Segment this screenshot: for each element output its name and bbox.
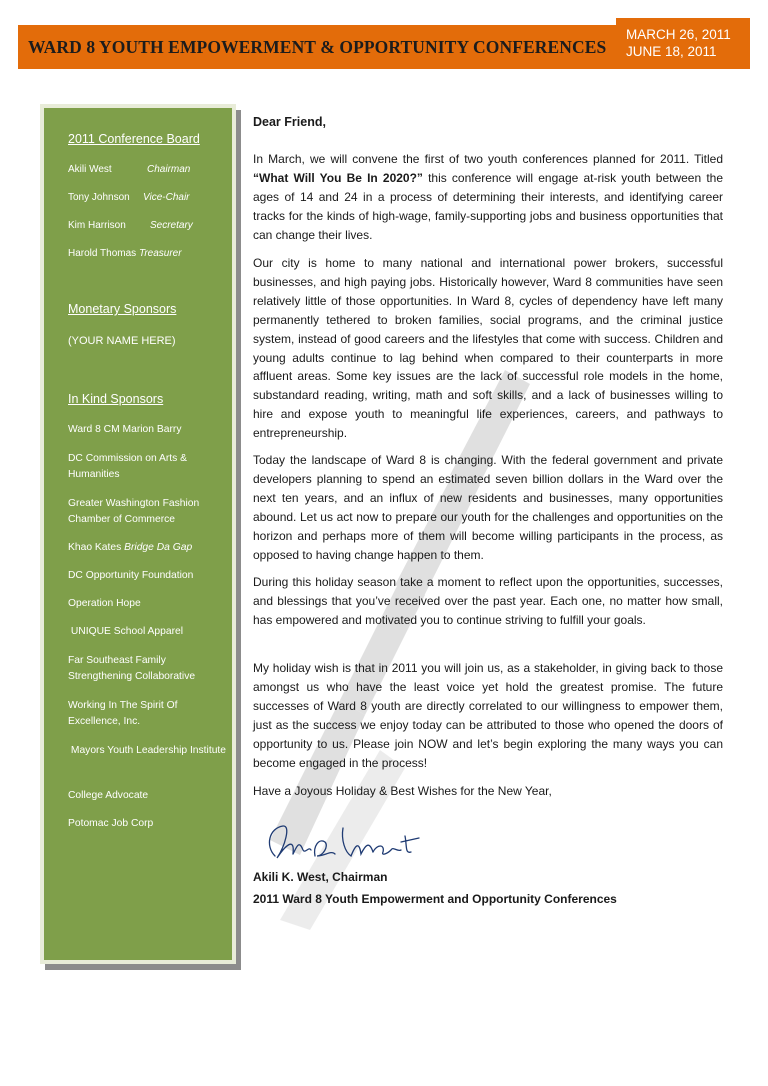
- board-member-name: Harold Thomas: [68, 248, 137, 259]
- inkind-heading: In Kind Sponsors: [68, 392, 164, 406]
- monetary-placeholder: (YOUR NAME HERE): [68, 335, 176, 347]
- board-member-name: Kim Harrison: [68, 220, 126, 231]
- paragraph-5: My holiday wish is that in 2011 you will join us, as a stakeholder, in giving back to those amongst us who have the least voice yet hold the greatest promise. The future successes of Ward 8 youth are directly correlated to our willingness to empower them, just as the success we enjoy today can be attributed to those who opened the doors of opportunity to us. Please join NOW and let’s begin exploring the many ways you can become engaged in the process!: [253, 661, 723, 770]
- board-member-role: Secretary: [150, 220, 193, 231]
- sponsor-item: Operation Hope: [68, 598, 141, 609]
- date-2: JUNE 18, 2011: [626, 44, 717, 59]
- sponsor-item: Far Southeast Family Strengthening Collaborative: [68, 655, 196, 682]
- board-member-role: Vice-Chair: [143, 192, 190, 203]
- sponsor-program: Bridge Da Gap: [124, 542, 193, 553]
- greeting: Dear Friend,: [253, 115, 326, 129]
- paragraph-1: [253, 150, 723, 245]
- board-heading: 2011 Conference Board: [68, 132, 200, 146]
- sponsor-item: Working In The Spirit Of Excellence, Inc.: [68, 700, 178, 727]
- sponsor-item: DC Opportunity Foundation: [68, 570, 194, 581]
- paragraph-2: Our city is home to many national and international power brokers, successful businesses, and high paying jobs. Historically however, Ward 8 communities have seen relatively little of those opportunities. In Ward 8, cycles of dependency have left many permanently tethered to broken families, social programs, and the criminal justice system, instead of good careers and the lifestyles that come with success. Children and young adults continue to lag behind when compared to their counterparts in more affluent areas. Some key issues are the lack of successful role models in the home, substandard reading, writing, math and soft skills, and a lack of businesses willing to hire and expose youth to meaningful life experiences, careers, and pathways to entrepreneurship.: [253, 256, 723, 441]
- board-member: [68, 218, 233, 234]
- monetary-heading: Monetary Sponsors: [68, 302, 177, 316]
- sponsor-item: Mayors Youth Leadership Institute: [68, 745, 227, 756]
- paragraph-4: During this holiday season take a moment to reflect upon the opportunities, successes, and blessings that you’ve received over the past year. Each one, no matter how small, has empowered and motivated you to continue striving to fulfill your goals.: [253, 575, 723, 627]
- paragraph-1-text-b: this conference will engage at-risk youth between the ages of 14 and 24 in a process of determining their interests, and identifying career tracks for the kinds of high-wage, family-supporting jobs and business opportunities that can change their lives.: [253, 170, 723, 242]
- board-member-name: Akili West: [68, 164, 112, 175]
- signer-name: Akili K. West, Chairman: [253, 870, 388, 884]
- sponsor-item: College Advocate: [68, 790, 149, 801]
- board-member: [68, 162, 233, 178]
- signature: [255, 816, 445, 868]
- sponsor-item: Greater Washington Fashion Chamber of Commerce: [68, 498, 200, 525]
- sponsor-item: UNIQUE School Apparel: [68, 626, 184, 637]
- closing: Have a Joyous Holiday & Best Wishes for the New Year,: [253, 784, 552, 798]
- page-title: WARD 8 YOUTH EMPOWERMENT & OPPORTUNITY CONFERENCES: [28, 37, 607, 57]
- paragraph-3: Today the landscape of Ward 8 is changing. With the federal government and private developers planning to spend an estimated seven billion dollars in the Ward over the next ten years, and an influx of new residents and businesses, many opportunities abound. Let us act now to prepare our youth for the challenges and opportunities on the horizon and perhaps more of them will become willing participants in the process, as opposed to having change happen to them.: [253, 453, 723, 562]
- sponsor-item: Ward 8 CM Marion Barry: [68, 424, 182, 435]
- board-member-name: Tony Johnson: [68, 192, 130, 203]
- board-member-role: Treasurer: [138, 248, 182, 259]
- sponsor-item: Potomac Job Corp: [68, 818, 154, 829]
- date-1: MARCH 26, 2011: [626, 27, 731, 42]
- signer-organization: 2011 Ward 8 Youth Empowerment and Opportunity Conferences: [253, 892, 617, 906]
- sponsor-name: Khao Kates: [68, 542, 125, 553]
- date-box: [616, 18, 750, 69]
- board-member: [68, 246, 233, 262]
- sponsor-item: DC Commission on Arts & Humanities: [68, 453, 188, 480]
- conference-title: “What Will You Be In 2020?”: [253, 170, 423, 185]
- board-member: [68, 190, 233, 206]
- board-member-role: Chairman: [147, 164, 191, 175]
- paragraph-1-text-a: In March, we will convene the first of two youth conferences planned for 2011. Titled: [253, 152, 723, 166]
